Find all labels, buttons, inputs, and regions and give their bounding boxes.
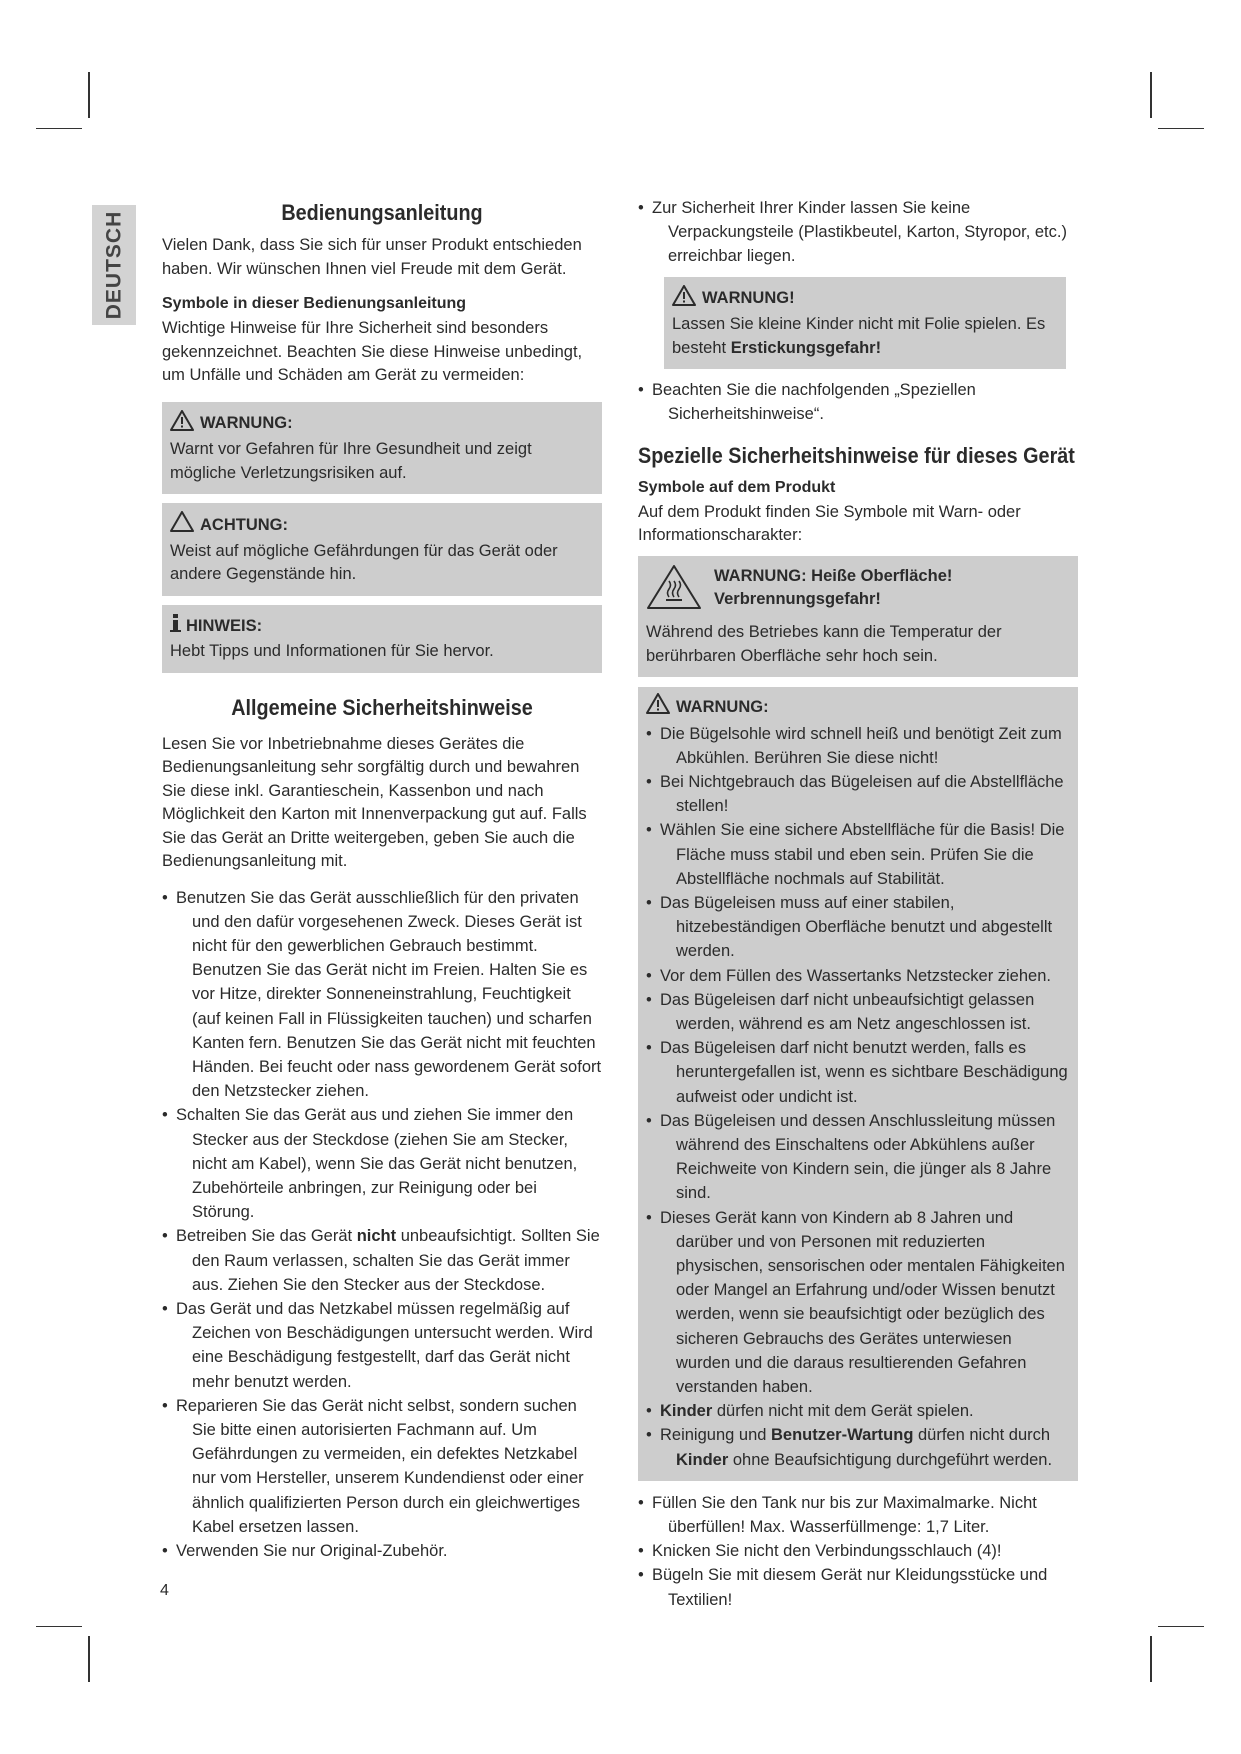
- list-item: • Dieses Gerät kann von Kindern ab 8 Jahren und darüber und von Personen mit reduzierten physischen, sensorischen oder mentalen Fähigkeiten oder Mangel an Erfahrung und/oder Wissen benutzt werden, wenn sie beaufsichtigt oder bezüglich des sicheren Gebrauchs des Gerätes unterwiesen wurden und die daraus resultierenden Gefahren verstanden haben.: [646, 1206, 1070, 1400]
- manual-title: Bedienungsanleitung: [281, 200, 483, 225]
- general-safety-title: Allgemeine Sicherheitshinweise: [231, 694, 533, 720]
- list-item: • Betreiben Sie das Gerät nicht unbeaufsichtigt. Sollten Sie den Raum verlassen, schalten Sie das Gerät immer aus. Ziehen Sie den Stecker aus der Steckdose.: [162, 1224, 602, 1297]
- warning-triangle-icon: [170, 410, 194, 439]
- caution-box-title: ACHTUNG:: [200, 515, 288, 534]
- caution-box: [162, 503, 602, 596]
- list-item: • Füllen Sie den Tank nur bis zur Maximalmarke. Nicht überfüllen! Max. Wasserfüllmenge: 1,7 Liter.: [638, 1491, 1078, 1539]
- page-number: 4: [160, 1582, 169, 1599]
- language-label: DEUTSCH: [102, 210, 126, 320]
- child-warning-title: WARNUNG!: [702, 289, 795, 308]
- list-item: • Die Bügelsohle wird schnell heiß und benötigt Zeit zum Abkühlen. Berühren Sie diese nicht!: [646, 722, 1070, 770]
- hot-surface-text: Während des Betriebes kann die Temperatur der berührbaren Oberfläche sehr hoch sein.: [646, 623, 1002, 665]
- packaging-list: [638, 196, 1078, 269]
- list-item: • Kinder dürfen nicht mit dem Gerät spielen.: [646, 1399, 1070, 1423]
- list-item: • Benutzen Sie das Gerät ausschließlich für den privaten und den dafür vorgesehenen Zweck. Dieses Gerät ist nicht für den gewerblichen Gebrauch bestimmt. Benutzen Sie das Gerät nicht im Freien. Halten Sie es vor Hitze, direkter Sonneneinstrahlung, Feuchtigkeit (auf keinen Fall in Flüssigkeiten tauchen) und scharfen Kanten fern. Benutzen Sie das Gerät nicht mit feuchten Händen. Bei feucht oder nass gewordenem Gerät sofort den Netzstecker ziehen.: [162, 886, 602, 1104]
- crop-mark: [1158, 1626, 1204, 1627]
- crop-mark: [88, 72, 90, 118]
- list-item: • Bei Nichtgebrauch das Bügeleisen auf die Abstellfläche stellen!: [646, 770, 1070, 818]
- note-box-text: Hebt Tipps und Informationen für Sie hervor.: [170, 642, 494, 660]
- list-item: • Zur Sicherheit Ihrer Kinder lassen Sie keine Verpackungsteile (Plastikbeutel, Karton, Styropor, etc.) erreichbar liegen.: [638, 196, 1078, 269]
- list-item: • Beachten Sie die nachfolgenden „Speziellen Sicherheitshinweise“.: [638, 378, 1078, 426]
- general-safety-list: [162, 886, 602, 1564]
- warning-box-title: WARNUNG:: [200, 414, 293, 432]
- iron-warning-title: WARNUNG:: [676, 697, 769, 716]
- left-column: [162, 200, 602, 1573]
- final-list: [638, 1491, 1078, 1612]
- burn-hazard-title: Verbrennungsgefahr!: [714, 590, 881, 609]
- warning-triangle-icon: [646, 693, 670, 722]
- language-tab: [92, 205, 136, 325]
- note-box-title: HINWEIS:: [186, 616, 263, 635]
- list-item: • Das Bügeleisen darf nicht benutzt werden, falls es heruntergefallen ist, wenn es sichtbare Beschädigung aufweist oder undicht ist.: [646, 1036, 1070, 1109]
- product-symbols-heading: Symbole auf dem Produkt: [638, 478, 836, 496]
- symbols-text: Wichtige Hinweise für Ihre Sicherheit sind besonders gekennzeichnet. Beachten Sie diese Hinweise unbedingt, um Unfälle und Schäden am Gerät zu vermeiden:: [162, 319, 583, 384]
- crop-mark: [88, 1636, 90, 1682]
- iron-warning-box: [638, 687, 1078, 1481]
- warning-box: [162, 402, 602, 495]
- crop-mark: [1150, 72, 1152, 118]
- hot-surface-icon: [646, 564, 702, 618]
- list-item: • Verwenden Sie nur Original-Zubehör.: [162, 1539, 602, 1563]
- right-column: [638, 196, 1078, 1622]
- crop-mark: [36, 128, 82, 129]
- warning-box-text: Warnt vor Gefahren für Ihre Gesundheit und zeigt mögliche Verletzungsrisiken auf.: [170, 440, 532, 482]
- warning-triangle-icon: [672, 285, 696, 314]
- list-item: • Das Bügeleisen darf nicht unbeaufsichtigt gelassen werden, während es am Netz angeschlossen ist.: [646, 988, 1070, 1036]
- list-item: • Wählen Sie eine sichere Abstellfläche für die Basis! Die Fläche muss stabil und eben sein. Prüfen Sie die Abstellfläche nochmals auf Stabilität.: [646, 818, 1070, 891]
- crop-mark: [1150, 1636, 1152, 1682]
- product-symbols-text: Auf dem Produkt finden Sie Symbole mit Warn- oder Informationscharakter:: [638, 502, 1021, 545]
- info-icon: [170, 613, 182, 641]
- list-item: • Knicken Sie nicht den Verbindungsschlauch (4)!: [638, 1539, 1078, 1563]
- symbols-heading: Symbole in dieser Bedienungsanleitung: [162, 295, 467, 312]
- list-item: • Reinigung und Benutzer-Wartung dürfen nicht durch Kinder ohne Beaufsichtigung durchgeführt werden.: [646, 1423, 1070, 1471]
- hot-surface-box: [638, 556, 1078, 678]
- iron-warning-list: [646, 722, 1070, 1472]
- note-box: [162, 605, 602, 673]
- caution-triangle-icon: [170, 511, 194, 540]
- intro-text: Vielen Dank, dass Sie sich für unser Produkt entschieden haben. Wir wünschen Ihnen viel Freude mit dem Gerät.: [162, 236, 582, 278]
- child-warning-box: [664, 277, 1066, 370]
- list-item: • Schalten Sie das Gerät aus und ziehen Sie immer den Stecker aus der Steckdose (ziehen Sie am Stecker, nicht am Kabel), wenn Sie das Gerät nicht benutzen, Zubehörteile anbringen, zur Reinigung oder bei Störung.: [162, 1103, 602, 1224]
- caution-box-text: Weist auf mögliche Gefährdungen für das Gerät oder andere Gegenstände hin.: [170, 541, 558, 583]
- list-item: • Das Bügeleisen und dessen Anschlussleitung müssen während des Einschaltens oder Abkühlens außer Reichweite von Kindern sein, die jünger als 8 Jahre sind.: [646, 1109, 1070, 1206]
- list-item: • Das Gerät und das Netzkabel müssen regelmäßig auf Zeichen von Beschädigungen untersucht werden. Wird eine Beschädigung festgestellt, darf das Gerät nicht mehr benutzt werden.: [162, 1297, 602, 1394]
- crop-mark: [1158, 128, 1204, 129]
- follow-list: [638, 378, 1078, 426]
- crop-mark: [36, 1626, 82, 1627]
- special-safety-title: Spezielle Sicherheitshinweise für dieses Gerät: [638, 442, 1075, 468]
- list-item: • Bügeln Sie mit diesem Gerät nur Kleidungsstücke und Textilien!: [638, 1563, 1078, 1611]
- general-safety-intro: Lesen Sie vor Inbetriebnahme dieses Gerätes die Bedienungsanleitung sehr sorgfältig durch und bewahren Sie diese inkl. Garantieschein, Kassenbon und nach Möglichkeit den Karton mit Innenverpackung gut auf. Falls Sie das Gerät an Dritte weitergeben, geben Sie auch die Bedienungsanleitung mit.: [162, 734, 587, 870]
- hot-surface-title: WARNUNG: Heiße Oberfläche!: [714, 566, 953, 585]
- list-item: • Vor dem Füllen des Wassertanks Netzstecker ziehen.: [646, 964, 1070, 988]
- list-item: • Reparieren Sie das Gerät nicht selbst, sondern suchen Sie bitte einen autorisierten Fachmann auf. Um Gefährdungen zu vermeiden, ein defektes Netzkabel nur vom Hersteller, unserem Kundendienst oder einer ähnlich qualifizierten Person durch ein gleichwertiges Kabel ersetzen lassen.: [162, 1394, 602, 1539]
- child-warning-text: Lassen Sie kleine Kinder nicht mit Folie spielen. Es besteht Erstickungsgefahr!: [672, 315, 1046, 357]
- list-item: • Das Bügeleisen muss auf einer stabilen, hitzebeständigen Oberfläche benutzt und abgestellt werden.: [646, 891, 1070, 964]
